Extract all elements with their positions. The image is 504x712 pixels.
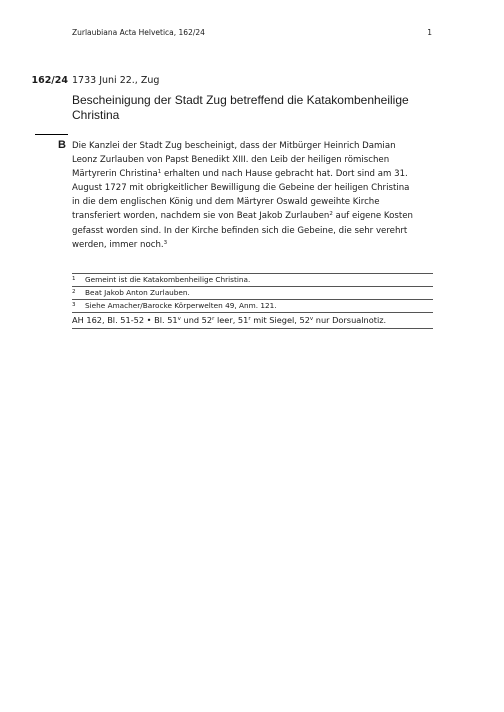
footnote-ref[interactable]: 2 [329,211,333,218]
footnote-number: 3 [72,302,76,308]
running-title: Zurlaubiana Acta Helvetica, 162/24 [72,28,205,37]
entry-date-place: 1733 Juni 22., Zug [72,75,160,86]
text-line: Leonz Zurlauben von Papst Benedikt XIII. den Leib der heiligen römischen [72,155,390,166]
section-marker: B [58,139,66,151]
text-line: Märtyrerin Christina$^1$ erhalten und nach Hause gebracht hat. Dort sind am 31. [72,169,408,180]
text-line: transferiert worden, nachdem sie von Beat Jakob Zurlauben$^2$ auf eigene Kosten [72,211,413,222]
footnote-ref[interactable]: 1 [157,169,162,176]
text-line: werden, immer noch.$^3$ [72,239,168,250]
entry-title-line: Bescheinigung der Stadt Zug betreffend die Katakombenheilige [72,93,409,107]
footnote-ref[interactable]: 3 [163,239,168,246]
footnote-text: Gemeint ist die Katakombenheilige Christina. [85,275,251,284]
footnote-number: 1 [72,276,76,282]
footnote [72,299,433,312]
footnote-text: Beat Jakob Anton Zurlauben. [85,288,190,297]
entry-title [72,93,432,122]
footnotes [72,273,433,329]
text-line: August 1727 mit obrigkeitlicher Bewilligung die Gebeine der heiligen Christina [72,183,410,194]
section-rule [35,134,68,135]
page-number: 1 [427,28,432,37]
text-line: in die dem englischen König und dem Märtyrer Oswald geweihte Kirche [72,197,380,208]
regest-text [72,139,424,252]
source-note: AH 162, Bl. 51-52 • Bl. 51$^v$ und 52$^r$ leer, 51$^r$ mit Siegel, 52$^v$ nur Dorsualnotiz. [72,312,433,329]
footnote-number: 2 [72,289,76,295]
text-line: gefasst worden sind. In der Kirche befinden sich die Gebeine, die sehr verehrt [72,225,408,236]
footnote [72,286,433,299]
footnote [72,273,433,286]
entry-number: 162/24 [31,75,68,86]
text-line: Die Kanzlei der Stadt Zug bescheinigt, dass der Mitbürger Heinrich Damian [72,141,396,151]
footnote-text: Siehe Amacher/Barocke Körperwelten 49, Anm. 121. [85,301,277,310]
entry-title-line: Christina [72,107,120,122]
running-head [72,28,432,37]
